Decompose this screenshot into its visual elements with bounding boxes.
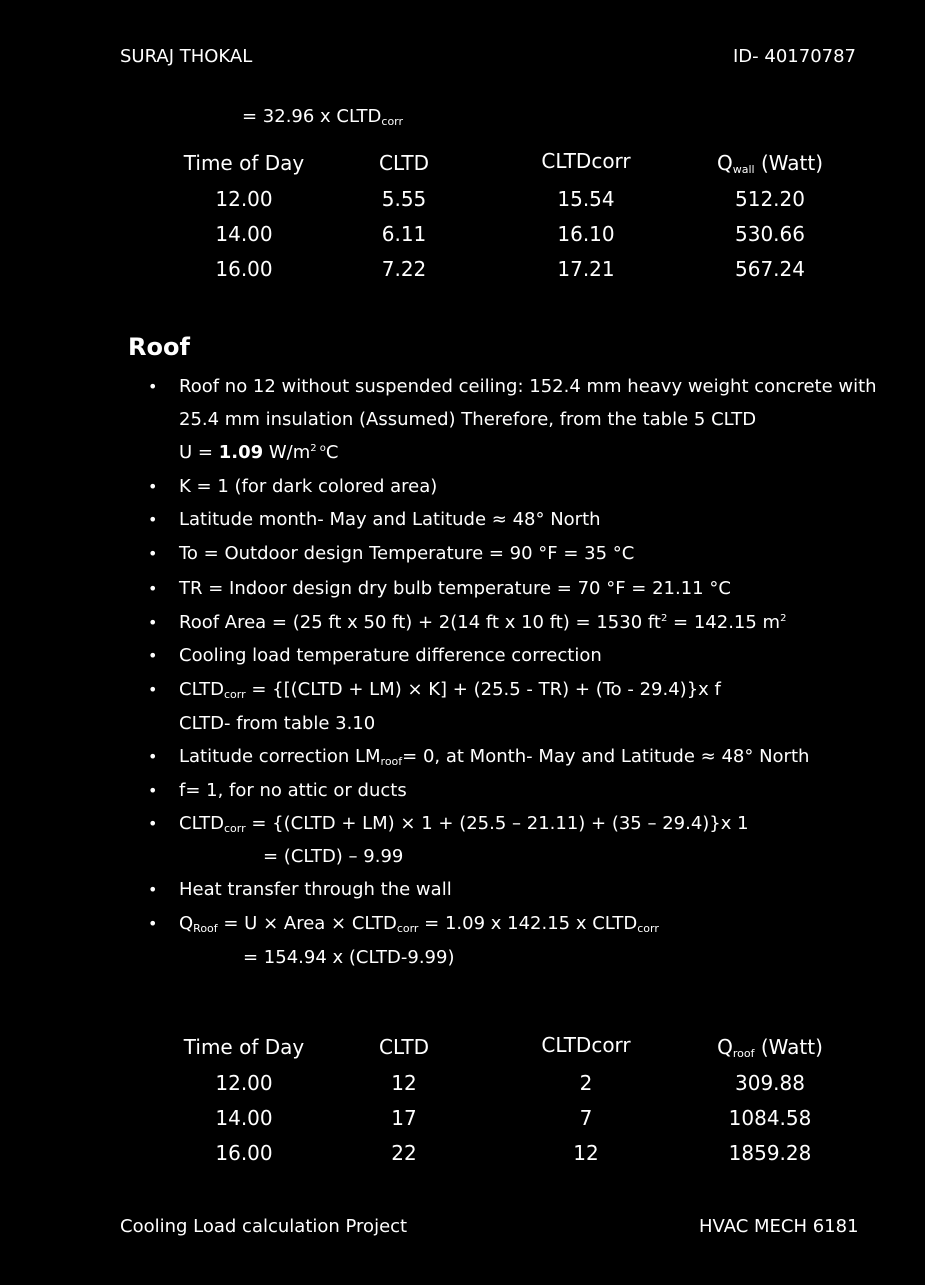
- wall-formula-tail: [242, 106, 403, 127]
- q-sub3: corr: [637, 922, 659, 935]
- roof-bullet-11-line2: = (CLTD) – 9.99: [263, 846, 404, 867]
- roof-col-corr: CLTDcorr: [541, 1033, 631, 1057]
- roof-area-text: Roof Area = (25 ft x 50 ft) + 2(14 ft x 10 ft) = 1530 ft: [179, 612, 661, 633]
- cltd-text: CLTD: [179, 679, 224, 700]
- cltd-formula: = {[(CLTD + LM) × K] + (25.5 - TR) + (To - 29.4)}x f: [245, 679, 721, 700]
- roof-area-sup1: 2: [660, 613, 668, 624]
- roof-bullet-8: [179, 679, 721, 700]
- wall-col-corr: CLTDcorr: [541, 149, 631, 173]
- bullet-icon: •: [148, 377, 158, 396]
- footer-course: HVAC MECH 6181: [699, 1216, 859, 1237]
- roof-bullet-1-line1: Roof no 12 without suspended ceiling: 152.4 mm heavy weight concrete with: [179, 376, 877, 397]
- lm-sub: roof: [380, 755, 403, 768]
- q-sub: Roof: [193, 922, 218, 935]
- cltd-formula: = {(CLTD + LM) × 1 + (25.5 – 21.11) + (35 – 29.4)}x 1: [245, 813, 749, 834]
- roof-col-q: [717, 1035, 823, 1059]
- u-unit-sup: 2 o: [310, 443, 326, 454]
- table-cell: 309.88: [735, 1071, 805, 1095]
- bullet-icon: •: [148, 914, 158, 933]
- wall-col-q-sub: wall: [732, 163, 755, 176]
- table-cell: 22: [391, 1141, 417, 1165]
- table-cell: 1084.58: [728, 1106, 812, 1130]
- roof-bullet-9: [179, 746, 809, 767]
- u-unit-c: C: [325, 442, 339, 463]
- cltd-text: CLTD: [179, 813, 224, 834]
- bullet-icon: •: [148, 510, 158, 529]
- table-cell: 567.24: [735, 257, 805, 281]
- roof-bullet-13: [179, 913, 659, 934]
- table-cell: 16.00: [215, 257, 273, 281]
- table-cell: 12.00: [215, 1071, 273, 1095]
- roof-bullet-13-line2: = 154.94 x (CLTD-9.99): [243, 947, 455, 968]
- bullet-icon: •: [148, 477, 158, 496]
- roof-area-text2: = 142.15 m: [667, 612, 781, 633]
- roof-bullet-5: TR = Indoor design dry bulb temperature = 70 °F = 21.11 °C: [179, 578, 731, 599]
- q-formula: = U × Area × CLTD: [217, 913, 397, 934]
- table-cell: 12.00: [215, 187, 273, 211]
- roof-col-q-unit: (Watt): [754, 1035, 823, 1059]
- roof-col-q-sub: roof: [732, 1047, 755, 1060]
- bullet-icon: •: [148, 579, 158, 598]
- roof-bullet-3: Latitude month- May and Latitude ≈ 48° North: [179, 509, 601, 530]
- bullet-icon: •: [148, 680, 158, 699]
- table-cell: 7: [579, 1106, 593, 1130]
- wall-col-q-main: Q: [716, 151, 733, 175]
- roof-bullet-6: [179, 612, 786, 633]
- wall-formula-sub: corr: [381, 115, 404, 128]
- u-unit: W/m: [263, 442, 311, 463]
- table-cell: 16.00: [215, 1141, 273, 1165]
- bullet-icon: •: [148, 880, 158, 899]
- roof-bullet-4: To = Outdoor design Temperature = 90 °F = 35 °C: [179, 543, 635, 564]
- roof-bullet-10: f= 1, for no attic or ducts: [179, 780, 407, 801]
- author-name: SURAJ THOKAL: [120, 46, 253, 67]
- bullet-icon: •: [148, 747, 158, 766]
- footer-project: Cooling Load calculation Project: [120, 1216, 408, 1237]
- bullet-icon: •: [148, 544, 158, 563]
- roof-bullet-11: [179, 813, 749, 834]
- lm-text: Latitude correction LM: [179, 746, 381, 767]
- table-cell: 17.21: [557, 257, 615, 281]
- wall-col-time: Time of Day: [183, 151, 305, 175]
- student-id: ID- 40170787: [733, 46, 857, 67]
- roof-bullet-1-line2: 25.4 mm insulation (Assumed) Therefore, from the table 5 CLTD: [179, 409, 757, 430]
- bullet-icon: •: [148, 613, 158, 632]
- cltd-sub: corr: [223, 822, 246, 835]
- cltd-sub: corr: [223, 688, 246, 701]
- roof-col-cltd: CLTD: [379, 1035, 429, 1059]
- u-value: 1.09: [218, 442, 264, 463]
- section-title-roof: Roof: [128, 333, 190, 361]
- table-cell: 15.54: [557, 187, 615, 211]
- table-cell: 17: [391, 1106, 417, 1130]
- roof-col-time: Time of Day: [183, 1035, 305, 1059]
- roof-bullet-8-line2: CLTD- from table 3.10: [179, 713, 376, 734]
- roof-col-q-main: Q: [717, 1035, 733, 1059]
- roof-bullet-7: Cooling load temperature difference correction: [179, 645, 602, 666]
- wall-col-q: [717, 151, 823, 175]
- wall-col-cltd: CLTD: [379, 151, 429, 175]
- table-cell: 16.10: [557, 222, 615, 246]
- q-sub2: corr: [396, 922, 419, 935]
- table-cell: 12: [573, 1141, 599, 1165]
- q-text: Q: [179, 913, 194, 934]
- roof-bullet-12: Heat transfer through the wall: [179, 879, 452, 900]
- roof-area-sup2: 2: [780, 613, 787, 624]
- table-cell: 6.11: [381, 222, 427, 246]
- table-cell: 7.22: [381, 257, 427, 281]
- table-cell: 5.55: [381, 187, 427, 211]
- table-cell: 14.00: [215, 222, 273, 246]
- table-cell: 530.66: [735, 222, 805, 246]
- table-cell: 1859.28: [728, 1141, 812, 1165]
- table-cell: 12: [391, 1071, 417, 1095]
- wall-formula-text: = 32.96 x CLTD: [242, 106, 382, 127]
- wall-col-q-unit: (Watt): [754, 151, 824, 175]
- bullet-icon: •: [148, 646, 158, 665]
- table-cell: 2: [579, 1071, 593, 1095]
- q-formula2: = 1.09 x 142.15 x CLTD: [418, 913, 638, 934]
- bullet-icon: •: [148, 781, 158, 800]
- lm-text2: = 0, at Month- May and Latitude ≈ 48° North: [402, 746, 810, 767]
- bullet-icon: •: [148, 814, 158, 833]
- roof-bullet-2: K = 1 (for dark colored area): [179, 476, 438, 497]
- roof-u-value-line: [179, 442, 339, 463]
- u-prefix: U =: [179, 442, 219, 463]
- table-cell: 14.00: [215, 1106, 273, 1130]
- table-cell: 512.20: [735, 187, 805, 211]
